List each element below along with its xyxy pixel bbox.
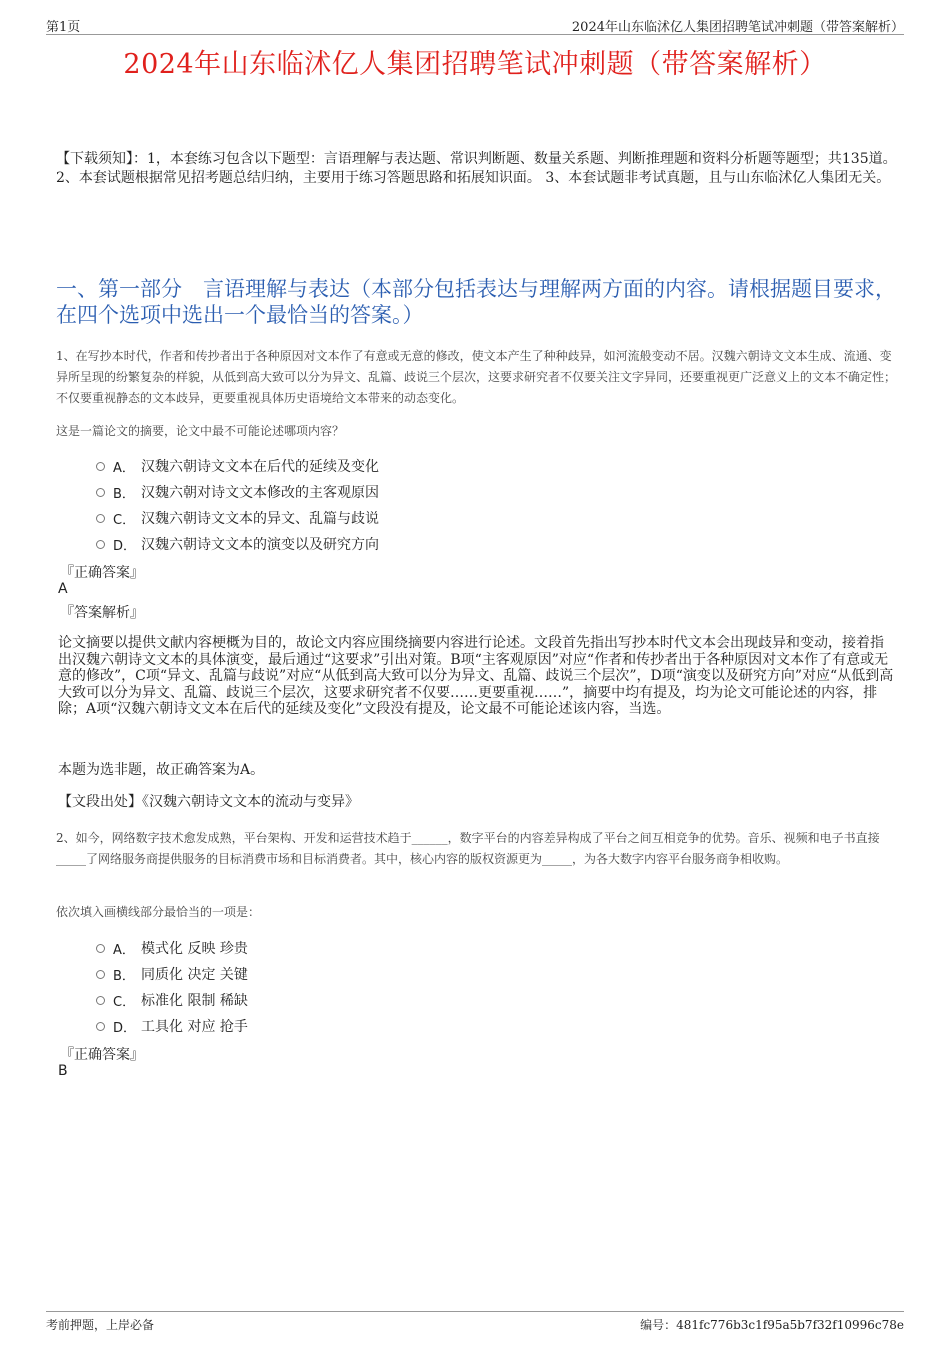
- page-header: [46, 14, 904, 35]
- q1-answer: A: [58, 581, 68, 597]
- footer-slogan: 考前押题，上岸必备: [46, 1318, 155, 1332]
- q1-conclusion: 本题为选非题，故正确答案为A。: [58, 762, 265, 778]
- radio-icon[interactable]: [96, 970, 105, 979]
- q1-option-a[interactable]: A． 汉魏六朝诗文文本在后代的延续及变化: [96, 456, 379, 476]
- download-notice: 【下载须知】：1，本套练习包含以下题型：言语理解与表达题、常识判断题、数量关系题、判断推理题和资料分析题等题型；共135道。 2、本套试题根据常见招考题总结归纳，主要用于练习答题思路和拓展知识面。 3、本套试题非考试真题，且与山东临沭亿人集团无关。: [56, 151, 897, 186]
- radio-icon[interactable]: [96, 1022, 105, 1031]
- q1-option-d[interactable]: D． 汉魏六朝诗文文本的演变以及研究方向: [96, 534, 379, 554]
- q2-answer-label: 『正确答案』: [60, 1047, 144, 1063]
- document-id: 编号：481fc776b3c1f95a5b7f32f10996c78e: [640, 1318, 904, 1332]
- header-doc-title: 2024年山东临沭亿人集团招聘笔试冲刺题（带答案解析）: [571, 20, 904, 35]
- radio-icon[interactable]: [96, 462, 105, 471]
- q2-option-a[interactable]: A． 模式化 反映 珍贵: [96, 938, 248, 958]
- question-2-prompt: 依次填入画横线部分最恰当的一项是：: [56, 905, 261, 919]
- radio-icon[interactable]: [96, 944, 105, 953]
- q1-option-b[interactable]: B． 汉魏六朝对诗文文本修改的主客观原因: [96, 482, 379, 502]
- question-2-stem: 2、如今，网络数字技术愈发成熟，平台架构、开发和运营技术趋于______，数字平台的内容差异构成了平台之间互相竞争的优势。音乐、视频和电子书直接_____了网络服务商提供服务的目标消费市场和目标消费者。其中，核心内容的版权资源更为_____，为各大数字内容平台服务商争相收购。: [56, 831, 880, 866]
- q1-analysis: 论文摘要以提供文献内容梗概为目的，故论文内容应围绕摘要内容进行论述。文段首先指出写抄本时代文本会出现歧异和变动，接着指出汉魏六朝诗文文本的具体演变，最后通过“这要求”引出对策。B项“主客观原因”对应“作者和传抄者出于各种原因对文本作了有意或无意的修改”，C项“异文、乱篇与歧说”对应“从低到高大致可以分为异文、乱篇、歧说三个层次”，D项“演变以及研究方向”对应“从低到高大致可以分为异文、乱篇、歧说三个层次，这要求研究者不仅要……更要重视……”，摘要中均有提及，均为论文可能论述的内容，排除；A项“汉魏六朝诗文文本在后代的延续及变化”文段没有提及，论文最不可能论述该内容，当选。: [58, 635, 894, 717]
- radio-icon[interactable]: [96, 514, 105, 523]
- radio-icon[interactable]: [96, 996, 105, 1005]
- section-heading: 一、第一部分 言语理解与表达（本部分包括表达与理解两方面的内容。请根据题目要求，在四个选项中选出一个最恰当的答案。）: [56, 277, 896, 327]
- page-number: 第1页: [46, 20, 81, 35]
- q1-option-c[interactable]: C． 汉魏六朝诗文文本的异文、乱篇与歧说: [96, 508, 379, 528]
- q2-option-d[interactable]: D． 工具化 对应 抢手: [96, 1016, 248, 1036]
- q1-source: 【文段出处】《汉魏六朝诗文文本的流动与变异》: [58, 794, 359, 810]
- q2-answer: B: [58, 1063, 68, 1079]
- q2-option-c[interactable]: C． 标准化 限制 稀缺: [96, 990, 248, 1010]
- question-1-stem: 1、在写抄本时代，作者和传抄者出于各种原因对文本作了有意或无意的修改，使文本产生了种种歧异，如河流般变动不居。汉魏六朝诗文文本生成、流通、变异所呈现的纷繁复杂的样貌，从低到高大致可以分为异文、乱篇、歧说三个层次，这要求研究者不仅要关注文字异同，还要重视更广泛意义上的文本不确定性；不仅要重视静态的文本歧异，更要重视具体历史语境给文本带来的动态变化。: [56, 349, 897, 405]
- radio-icon[interactable]: [96, 488, 105, 497]
- q2-option-b[interactable]: B． 同质化 决定 关键: [96, 964, 248, 984]
- question-1-prompt: 这是一篇论文的摘要，论文中最不可能论述哪项内容？: [56, 424, 345, 438]
- q1-answer-label: 『正确答案』: [60, 565, 144, 581]
- radio-icon[interactable]: [96, 540, 105, 549]
- document-title: 2024年山东临沭亿人集团招聘笔试冲刺题（带答案解析）: [123, 49, 827, 80]
- q1-analysis-label: 『答案解析』: [60, 605, 144, 621]
- page-footer: [46, 1311, 904, 1336]
